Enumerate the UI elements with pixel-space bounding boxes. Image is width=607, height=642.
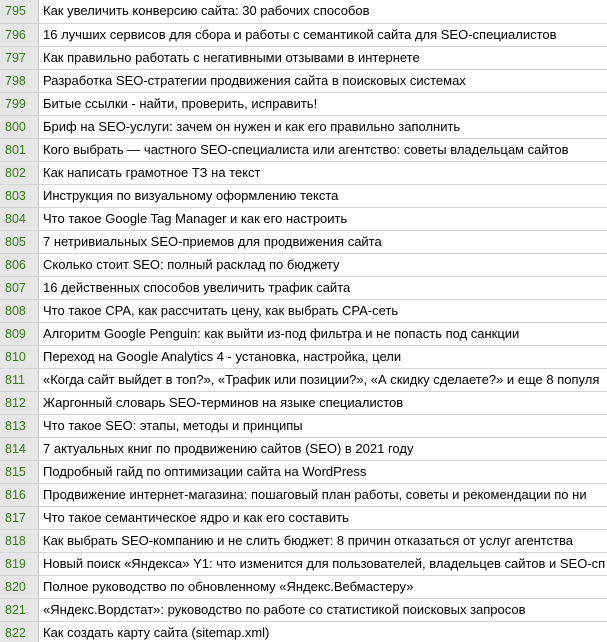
cell-title[interactable]: Полное руководство по обновленному «Яндекс.Вебмастеру» <box>43 579 414 594</box>
row-number-header[interactable]: 810 <box>0 346 39 368</box>
row-number-header[interactable]: 817 <box>0 507 39 529</box>
table-row[interactable] <box>0 70 607 93</box>
row-number-header[interactable]: 801 <box>0 139 39 161</box>
cell-title[interactable]: Продвижение интернет-магазина: пошаговый план работы, советы и рекомендации по ни <box>43 487 587 502</box>
row-number-header[interactable]: 800 <box>0 116 39 138</box>
table-row[interactable] <box>0 622 607 642</box>
table-row[interactable] <box>0 507 607 530</box>
row-number-header[interactable]: 818 <box>0 530 39 552</box>
cell-title[interactable]: 16 лучших сервисов для сбора и работы с семантикой сайта для SEO-специалистов <box>43 27 557 42</box>
row-number-header[interactable]: 819 <box>0 553 39 575</box>
cell-title[interactable]: Бриф на SEO-услуги: зачем он нужен и как его правильно заполнить <box>43 119 461 134</box>
cell-title[interactable]: Подробный гайд по оптимизации сайта на WordPress <box>43 464 367 479</box>
row-number-header[interactable]: 821 <box>0 599 39 621</box>
table-row[interactable] <box>0 530 607 553</box>
table-row[interactable] <box>0 93 607 116</box>
cell-title[interactable]: Новый поиск «Яндекса» Y1: что изменится для пользователей, владельцев сайтов и SEO-сп <box>43 556 606 571</box>
table-row[interactable] <box>0 208 607 231</box>
table-row[interactable] <box>0 392 607 415</box>
cell-title[interactable]: Алгоритм Google Penguin: как выйти из-под фильтра и не попасть под санкции <box>43 326 520 341</box>
cell-title[interactable]: 7 нетривиальных SEO-приемов для продвижения сайта <box>43 234 382 249</box>
row-number-header[interactable]: 798 <box>0 70 39 92</box>
cell-title[interactable]: Что такое Google Tag Manager и как его настроить <box>43 211 348 226</box>
table-row[interactable] <box>0 323 607 346</box>
cell-title[interactable]: Как создать карту сайта (sitemap.xml) <box>43 625 270 640</box>
table-row[interactable] <box>0 254 607 277</box>
table-row[interactable] <box>0 576 607 599</box>
cell-title[interactable]: Жаргонный словарь SEO-терминов на языке специалистов <box>43 395 404 410</box>
row-number-header[interactable]: 802 <box>0 162 39 184</box>
cell-title[interactable]: Как увеличить конверсию сайта: 30 рабочих способов <box>43 3 370 18</box>
cell-title[interactable]: Что такое CPA, как рассчитать цену, как выбрать CPA-сеть <box>43 303 399 318</box>
table-row[interactable] <box>0 0 607 24</box>
row-number-header[interactable]: 816 <box>0 484 39 506</box>
table-row[interactable] <box>0 47 607 70</box>
row-number-header[interactable]: 795 <box>0 0 39 23</box>
row-number-header[interactable]: 803 <box>0 185 39 207</box>
table-row[interactable] <box>0 346 607 369</box>
row-number-header[interactable]: 812 <box>0 392 39 414</box>
table-row[interactable] <box>0 300 607 323</box>
row-number-header[interactable]: 807 <box>0 277 39 299</box>
table-row[interactable] <box>0 162 607 185</box>
table-row[interactable] <box>0 461 607 484</box>
cell-title[interactable]: Битые ссылки - найти, проверить, исправить! <box>43 96 318 111</box>
cell-title[interactable]: Переход на Google Analytics 4 - установка, настройка, цели <box>43 349 402 364</box>
table-row[interactable] <box>0 484 607 507</box>
cell-title[interactable]: 16 действенных способов увеличить трафик сайта <box>43 280 351 295</box>
cell-title[interactable]: Как правильно работать с негативными отзывами в интернете <box>43 50 420 65</box>
row-number-header[interactable]: 804 <box>0 208 39 230</box>
row-number-header[interactable]: 806 <box>0 254 39 276</box>
row-number-header[interactable]: 820 <box>0 576 39 598</box>
cell-title[interactable]: Кого выбрать — частного SEO-специалиста или агентство: советы владельцам сайтов <box>43 142 569 157</box>
cell-title[interactable]: Разработка SEO-стратегии продвижения сайта в поисковых системах <box>43 73 466 88</box>
table-row[interactable] <box>0 139 607 162</box>
row-number-header[interactable]: 814 <box>0 438 39 460</box>
cell-title[interactable]: Что такое SEO: этапы, методы и принципы <box>43 418 303 433</box>
cell-title[interactable]: 7 актуальных книг по продвижению сайтов (SEO) в 2021 году <box>43 441 414 456</box>
cell-title[interactable]: «Яндекс.Вордстат»: руководство по работе со статистикой поисковых запросов <box>43 602 526 617</box>
table-row[interactable] <box>0 415 607 438</box>
table-row[interactable] <box>0 438 607 461</box>
table-row[interactable] <box>0 553 607 576</box>
table-row[interactable] <box>0 599 607 622</box>
row-number-header[interactable]: 797 <box>0 47 39 69</box>
cell-title[interactable]: «Когда сайт выйдет в топ?», «Трафик или позиции?», «А скидку сделаете?» и еще 8 популя <box>43 372 600 387</box>
cell-title[interactable]: Как выбрать SEO-компанию и не слить бюджет: 8 причин отказаться от услуг агентства <box>43 533 574 548</box>
cell-title[interactable]: Как написать грамотное ТЗ на текст <box>43 165 261 180</box>
table-row[interactable] <box>0 24 607 47</box>
row-number-header[interactable]: 805 <box>0 231 39 253</box>
row-number-header[interactable]: 811 <box>0 369 39 391</box>
row-number-header[interactable]: 815 <box>0 461 39 483</box>
row-number-header[interactable]: 796 <box>0 24 39 46</box>
cell-title[interactable]: Сколько стоит SEO: полный расклад по бюджету <box>43 257 340 272</box>
row-number-header[interactable]: 808 <box>0 300 39 322</box>
row-number-header[interactable]: 809 <box>0 323 39 345</box>
row-number-header[interactable]: 813 <box>0 415 39 437</box>
cell-title[interactable]: Инструкция по визуальному оформлению текста <box>43 188 339 203</box>
table-row[interactable] <box>0 185 607 208</box>
table-row[interactable] <box>0 369 607 392</box>
table-row[interactable] <box>0 231 607 254</box>
table-row[interactable] <box>0 116 607 139</box>
row-number-header[interactable]: 799 <box>0 93 39 115</box>
cell-title[interactable]: Что такое семантическое ядро и как его составить <box>43 510 349 525</box>
table-row[interactable] <box>0 277 607 300</box>
row-number-header[interactable]: 822 <box>0 622 39 642</box>
